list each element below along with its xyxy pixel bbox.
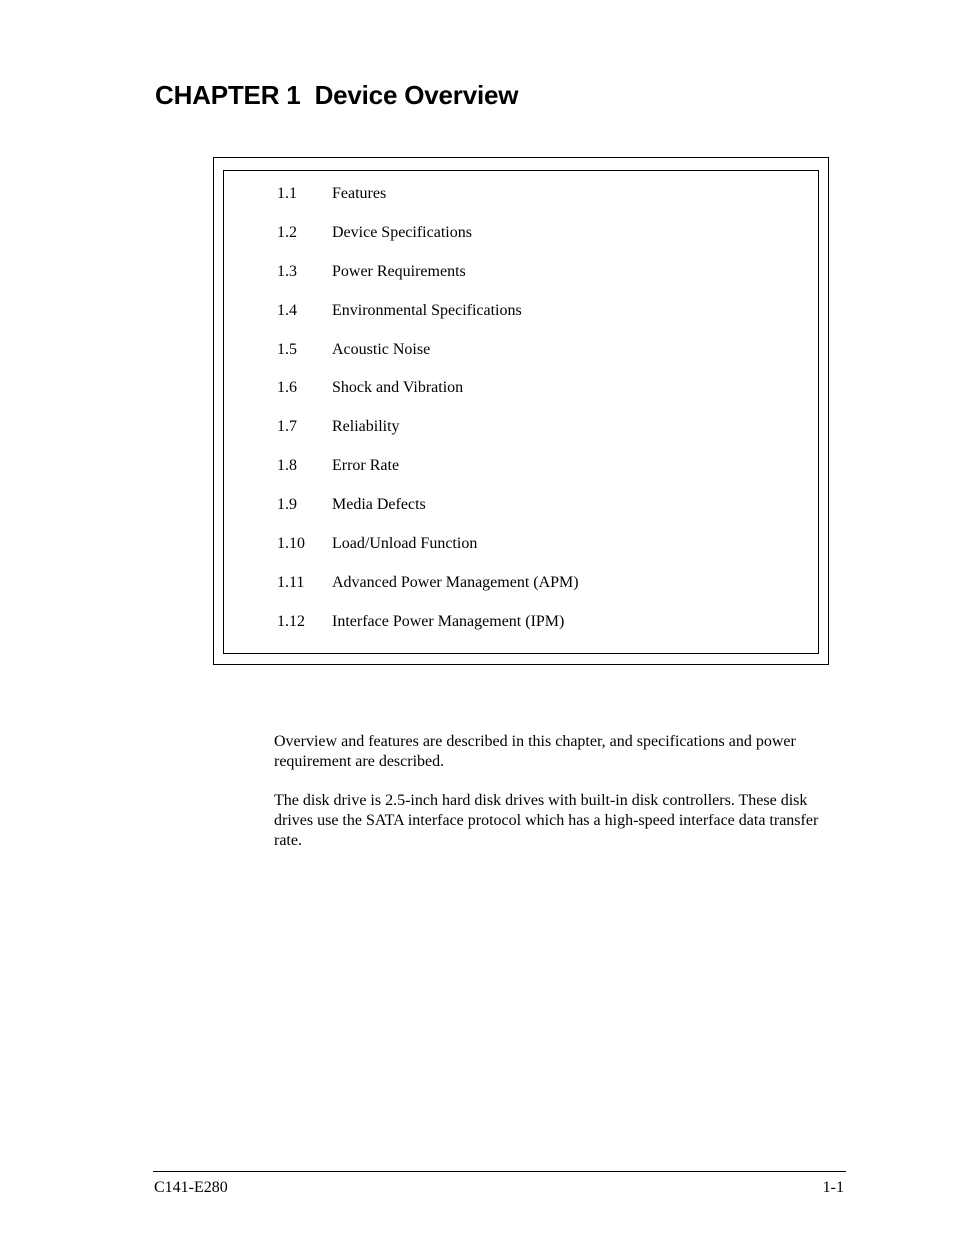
toc-item-title: Environmental Specifications xyxy=(332,301,522,319)
toc-list xyxy=(277,184,579,651)
toc-item-title: Error Rate xyxy=(332,457,400,475)
toc-item xyxy=(277,301,579,340)
toc-item-title: Interface Power Management (IPM) xyxy=(332,612,565,630)
toc-item xyxy=(277,417,579,456)
toc-item-title: Acoustic Noise xyxy=(332,340,431,358)
toc-item-title: Media Defects xyxy=(332,496,426,514)
toc-item xyxy=(277,184,579,223)
chapter-heading xyxy=(155,80,518,111)
toc-item-number: 1.2 xyxy=(277,223,297,241)
footer-page-number: 1-1 xyxy=(822,1179,844,1196)
toc-item xyxy=(277,340,579,379)
toc-item-number: 1.3 xyxy=(277,262,297,280)
toc-item-number: 1.8 xyxy=(277,457,297,475)
toc-item-title: Load/Unload Function xyxy=(332,535,478,553)
toc-item xyxy=(277,223,579,262)
chapter-title: Device Overview xyxy=(314,80,519,110)
toc-item-number: 1.10 xyxy=(277,535,305,553)
body-paragraph: The disk drive is 2.5-inch hard disk drives with built-in disk controllers. These disk drives use the SATA interface protocol which has a high-speed interface data transfer rate. xyxy=(274,792,819,849)
toc-box xyxy=(213,157,829,665)
toc-inner-frame xyxy=(223,170,819,654)
body-text xyxy=(274,732,844,870)
toc-item xyxy=(277,612,579,651)
toc-item-title: Features xyxy=(332,185,387,202)
footer-doc-id: C141-E280 xyxy=(154,1179,228,1196)
toc-item-title: Device Specifications xyxy=(332,223,472,241)
chapter-label: CHAPTER 1 xyxy=(155,80,301,110)
body-paragraph: Overview and features are described in this chapter, and specifications and power requirement are described. xyxy=(274,733,796,770)
toc-item-number: 1.12 xyxy=(277,612,305,630)
toc-item-title: Advanced Power Management (APM) xyxy=(332,573,579,591)
toc-item-number: 1.5 xyxy=(277,340,297,358)
toc-item xyxy=(277,378,579,417)
toc-item xyxy=(277,456,579,495)
toc-item-title: Reliability xyxy=(332,418,400,436)
toc-item-number: 1.9 xyxy=(277,496,297,514)
toc-item-number: 1.7 xyxy=(277,418,297,436)
toc-item-number: 1.11 xyxy=(277,573,305,591)
toc-item-title: Shock and Vibration xyxy=(332,379,464,397)
toc-item xyxy=(277,573,579,612)
toc-item xyxy=(277,495,579,534)
toc-item-title: Power Requirements xyxy=(332,262,466,280)
footer-divider xyxy=(153,1171,846,1172)
toc-item-number: 1.1 xyxy=(277,185,297,202)
toc-item-number: 1.6 xyxy=(277,379,297,397)
toc-item-number: 1.4 xyxy=(277,301,297,319)
toc-item xyxy=(277,262,579,301)
toc-item xyxy=(277,534,579,573)
